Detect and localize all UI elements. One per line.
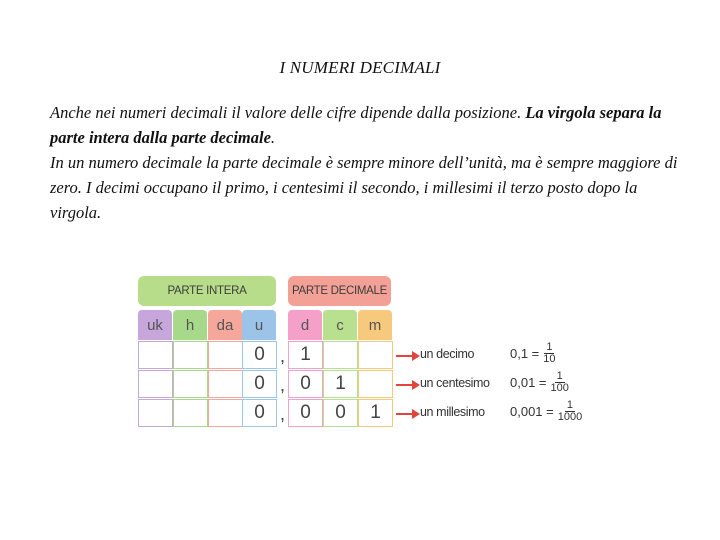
- decimal-value: 0,1 =: [510, 346, 540, 361]
- table-cell: [138, 399, 173, 427]
- integer-part-header: PARTE INTERA: [138, 276, 276, 306]
- table-cell: [173, 370, 208, 398]
- table-cell: [358, 341, 393, 369]
- intro-text: Anche nei numeri decimali il valore delle cifre dipende dalla posizione.: [50, 103, 526, 122]
- table-cell: [323, 341, 358, 369]
- fraction-equivalence: [510, 342, 556, 365]
- table-cell: [208, 399, 243, 427]
- arrow-icon: [396, 355, 414, 357]
- decimal-comma: ,: [280, 404, 286, 424]
- numerator: 1: [566, 399, 574, 411]
- arrow-icon: [396, 384, 414, 386]
- fraction: [558, 400, 582, 423]
- column-header-c: c: [323, 310, 357, 340]
- numerator: 1: [556, 370, 563, 382]
- place-label: un centesimo: [420, 376, 490, 390]
- table-cell: 0: [242, 341, 277, 369]
- intro-bold-text: La virgola separa la parte intera dalla parte decimale: [50, 103, 662, 147]
- intro-paragraph: [50, 100, 690, 150]
- column-header-d: d: [288, 310, 322, 340]
- decimal-value: 0,001 =: [510, 404, 554, 419]
- table-cell: [138, 370, 173, 398]
- table-cell: 0: [242, 370, 277, 398]
- column-header-uk: uk: [138, 310, 172, 340]
- table-cell: [208, 370, 243, 398]
- place-label: un decimo: [420, 347, 475, 361]
- page-title: I NUMERI DECIMALI: [279, 58, 441, 77]
- table-cell: 0: [288, 370, 323, 398]
- decimal-comma: ,: [280, 375, 286, 395]
- column-header-m: m: [358, 310, 392, 340]
- column-header-h: h: [173, 310, 207, 340]
- table-cell: [173, 341, 208, 369]
- decimal-value: 0,01 =: [510, 375, 547, 390]
- denominator: 100: [550, 382, 569, 394]
- table-cell: [208, 341, 243, 369]
- table-cell: 0: [323, 399, 358, 427]
- numerator: 1: [546, 341, 553, 353]
- column-header-u: u: [242, 310, 276, 340]
- decimal-comma: ,: [280, 346, 286, 366]
- table-cell: [358, 370, 393, 398]
- fraction: [543, 342, 555, 365]
- column-header-da: da: [208, 310, 242, 340]
- fraction: [551, 371, 569, 394]
- arrow-icon: [396, 413, 414, 415]
- intro-period: .: [270, 128, 276, 147]
- denominator: 1000: [557, 411, 583, 423]
- fraction-equivalence: [510, 400, 582, 423]
- explanation-paragraph: In un numero decimale la parte decimale è sempre minore dell’unità, ma è sempre maggiore di zero. I decimi occupano il primo, i centesimi il secondo, i millesimi il terzo posto dopo la virgola.: [50, 153, 678, 222]
- table-cell: 0: [288, 399, 323, 427]
- table-cell: 1: [323, 370, 358, 398]
- decimal-part-header: PARTE DECIMALE: [288, 276, 391, 306]
- table-cell: 1: [288, 341, 323, 369]
- fraction-equivalence: [510, 371, 569, 394]
- table-cell: [173, 399, 208, 427]
- place-label: un millesimo: [420, 405, 485, 419]
- place-value-figure: [136, 276, 606, 442]
- denominator: 10: [543, 353, 556, 365]
- table-cell: [138, 341, 173, 369]
- table-cell: 1: [358, 399, 393, 427]
- table-cell: 0: [242, 399, 277, 427]
